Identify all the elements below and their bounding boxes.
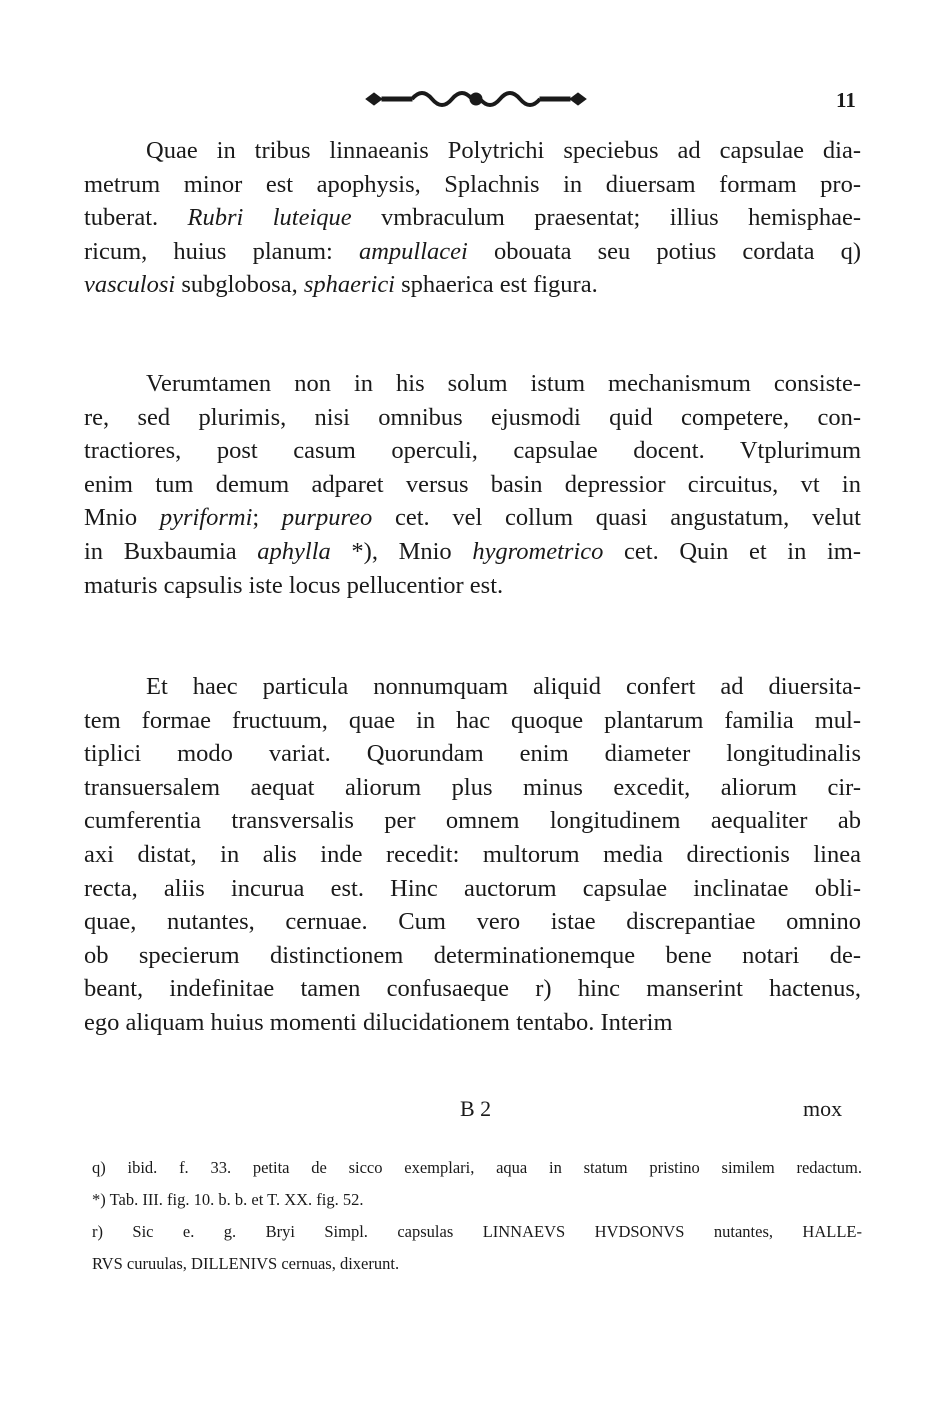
footnote: q) ibid. f. 33. petita de sicco exemplari, aqua in statum pristino similem redactum. — [92, 1158, 862, 1177]
text-line: ego aliquam huius momenti dilucidationem tentabo. Interim — [84, 1008, 673, 1036]
italic-term: Rubri luteique — [187, 204, 352, 232]
text-line: transuersalem aequat aliorum plus minus excedit, aliorum cir- — [84, 773, 861, 801]
text-line: quae, nutantes, cernuae. Cum vero istae discrepantiae omnino — [84, 908, 861, 936]
paragraph-3 — [84, 670, 861, 1040]
italic-term: hygrometrico — [472, 537, 604, 565]
text-line: tiplici modo variat. Quorundam enim diameter longitudinalis — [84, 740, 861, 768]
text-line: ob specierum distinctionem determinationemque bene notari de- — [84, 941, 861, 969]
text-line: tem formae fructuum, quae in hac quoque plantarum familia mul- — [84, 706, 861, 734]
text-line: maturis capsulis iste locus pellucentior est. — [84, 571, 504, 599]
italic-term: sphaerici — [303, 271, 395, 299]
footnote: *) Tab. III. fig. 10. b. b. et T. XX. fig. 52. — [92, 1190, 364, 1209]
footnote: RVS curuulas, DILLENIVS cernuas, dixerunt. — [92, 1254, 400, 1273]
italic-term: pyriformi — [159, 504, 253, 532]
text-line: Verumtamen non in his solum istum mechanismum consiste- — [146, 370, 861, 397]
italic-term: aphylla — [257, 537, 331, 565]
page-number: 11 — [836, 88, 856, 112]
text-line: in Buxbaumia aphylla *), Mnio hygrometrico cet. Quin et in im- — [84, 537, 862, 565]
text-line: re, sed plurimis, nisi omnibus ejusmodi quid competere, con- — [84, 403, 861, 431]
text-line: cumferentia transversalis per omnem longitudinem aequaliter ab — [84, 807, 861, 835]
ornamental-headpiece-icon — [362, 86, 590, 112]
signature-mark: B 2 — [460, 1096, 492, 1121]
paragraph-2 — [84, 367, 861, 602]
text-line: metrum minor est apophysis, Splachnis in diuersam formam pro- — [84, 170, 861, 198]
text-line: axi distat, in alis inde recedit: multorum media directionis linea — [84, 840, 861, 868]
italic-term: purpureo — [281, 504, 373, 532]
text-line: Quae in tribus linnaeanis Polytrichi speciebus ad capsulae dia- — [146, 137, 861, 164]
footnote: r) Sic e. g. Bryi Simpl. capsulas LINNAEVS HVDSONVS nutantes, HALLE- — [92, 1222, 862, 1241]
paragraph-1 — [84, 134, 861, 302]
text-line: vasculosi subglobosa, sphaerici sphaerica est figura. — [84, 271, 598, 299]
text-line: beant, indefinitae tamen confusaeque r) hinc manserint hactenus, — [84, 975, 861, 1003]
text-line: tuberat. Rubri luteique vmbraculum praesentat; illius hemisphae- — [84, 204, 862, 232]
italic-term: ampullacei — [358, 237, 468, 265]
text-line: tractiores, post casum operculi, capsulae docent. Vtplurimum — [84, 437, 861, 465]
text-line: Mnio pyriformi; purpureo cet. vel collum quasi angustatum, velut — [84, 504, 861, 532]
text-line: Et haec particula nonnumquam aliquid confert ad diuersita- — [146, 673, 861, 700]
text-line: recta, aliis incurua est. Hinc auctorum capsulae inclinatae obli- — [84, 874, 861, 902]
catchword: mox — [803, 1096, 843, 1121]
text-line: enim tum demum adparet versus basin depressior circuitus, vt in — [84, 470, 861, 498]
footnotes — [92, 1152, 862, 1280]
text-line: ricum, huius planum: ampullacei obouata seu potius cordata q) — [84, 237, 861, 265]
italic-term: vasculosi — [84, 271, 176, 299]
